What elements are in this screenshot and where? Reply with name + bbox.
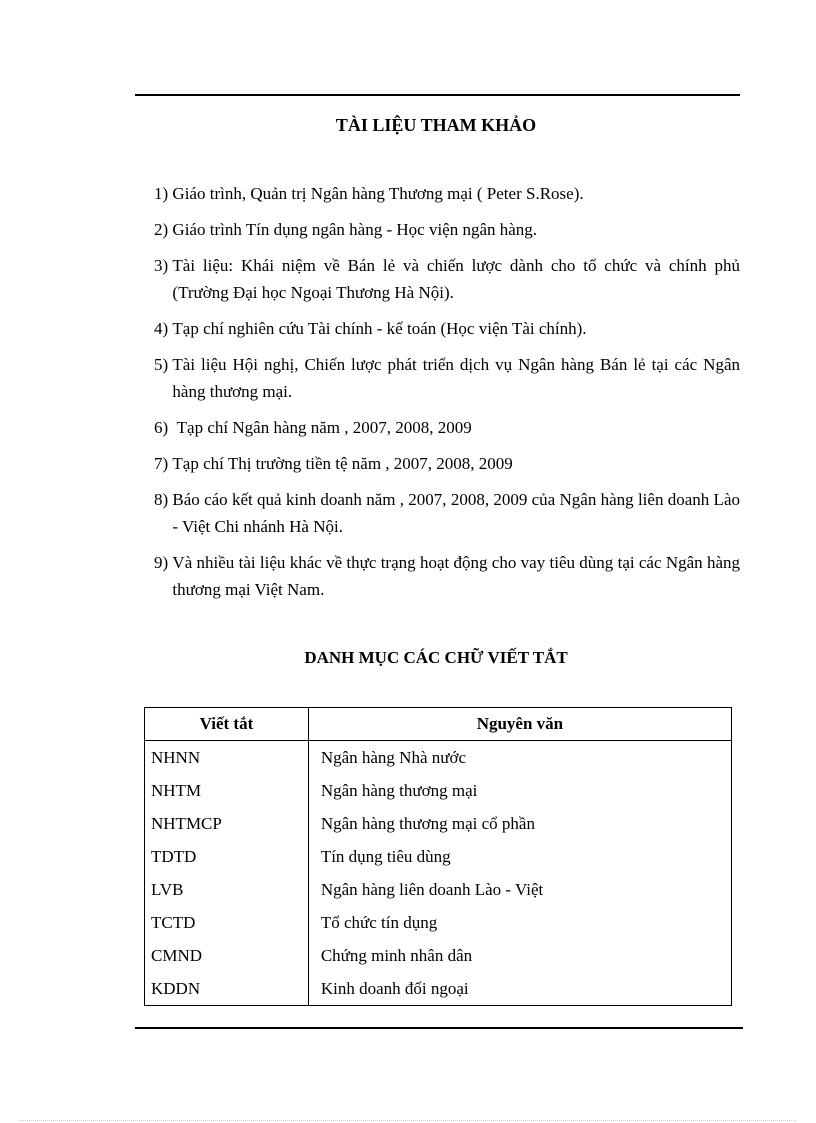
abbreviations-title: DANH MỤC CÁC CHỮ VIẾT TẮT [304, 648, 568, 667]
full-text-cell: Kinh doanh đối ngoại [308, 972, 731, 1006]
reference-text: Tạp chí Ngân hàng năm , 2007, 2008, 2009 [176, 418, 472, 437]
table-row [145, 972, 732, 1006]
reference-number: 4) [154, 319, 173, 338]
page-edge-dotted-line [20, 1120, 796, 1121]
reference-item [154, 216, 740, 243]
abbreviation-cell: TDTD [145, 840, 309, 873]
table-header-row [145, 708, 732, 741]
abbreviation-cell: NHNN [145, 741, 309, 775]
abbreviation-cell: NHTM [145, 774, 309, 807]
table-row [145, 774, 732, 807]
abbreviation-cell: TCTD [145, 906, 309, 939]
reference-text: Tạp chí nghiên cứu Tài chính - kế toán (Học viện Tài chính). [172, 319, 587, 338]
reference-item [154, 180, 740, 207]
reference-text: Giáo trình, Quản trị Ngân hàng Thương mại ( Peter S.Rose). [172, 184, 584, 203]
reference-number: 9) [154, 553, 173, 572]
reference-text: Giáo trình Tín dụng ngân hàng - Học viện ngân hàng. [172, 220, 538, 239]
abbreviation-cell: LVB [145, 873, 309, 906]
bottom-rule [135, 1027, 743, 1029]
abbreviation-cell: CMND [145, 939, 309, 972]
reference-number: 2) [154, 220, 173, 239]
reference-text: Tài liệu: Khái niệm về Bán lẻ và chiến lược dành cho tổ chức và chính phủ (Trường Đại học Ngoại Thương Hà Nội). [172, 256, 740, 302]
reference-item [154, 450, 740, 477]
top-rule [135, 94, 740, 96]
table-row [145, 840, 732, 873]
reference-number: 1) [154, 184, 173, 203]
reference-text: Và nhiều tài liệu khác về thực trạng hoạt động cho vay tiêu dùng tại các Ngân hàng thương mại Việt Nam. [172, 553, 740, 599]
references-title: TÀI LIỆU THAM KHẢO [335, 115, 537, 135]
references-list [154, 180, 740, 612]
reference-text: Tạp chí Thị trường tiền tệ năm , 2007, 2008, 2009 [172, 454, 513, 473]
table-row [145, 939, 732, 972]
reference-item [154, 549, 740, 603]
reference-number: 8) [154, 490, 173, 509]
reference-item [154, 315, 740, 342]
reference-text: Tài liệu Hội nghị, Chiến lược phát triển dịch vụ Ngân hàng Bán lẻ tại các Ngân hàng thương mại. [172, 355, 740, 401]
table-row [145, 741, 732, 775]
abbreviation-cell: NHTMCP [145, 807, 309, 840]
reference-number: 5) [154, 355, 173, 374]
reference-text: Báo cáo kết quả kinh doanh năm , 2007, 2008, 2009 của Ngân hàng liên doanh Lào - Việt Chi nhánh Hà Nội. [172, 490, 740, 536]
reference-item [154, 414, 740, 441]
reference-item [154, 486, 740, 540]
table-row [145, 873, 732, 906]
abbreviations-table [144, 707, 732, 1006]
reference-number: 6) [154, 418, 177, 437]
full-text-cell: Chứng minh nhân dân [308, 939, 731, 972]
full-text-cell: Ngân hàng liên doanh Lào - Việt [308, 873, 731, 906]
reference-number: 7) [154, 454, 173, 473]
table-row [145, 807, 732, 840]
table-row [145, 906, 732, 939]
reference-item [154, 351, 740, 405]
full-text-cell: Ngân hàng Nhà nước [308, 741, 731, 775]
full-text-cell: Tổ chức tín dụng [308, 906, 731, 939]
reference-number: 3) [154, 256, 173, 275]
column-header-abbreviation: Viết tắt [145, 708, 309, 741]
full-text-cell: Tín dụng tiêu dùng [308, 840, 731, 873]
full-text-cell: Ngân hàng thương mại [308, 774, 731, 807]
reference-item [154, 252, 740, 306]
abbreviation-cell: KDDN [145, 972, 309, 1006]
column-header-full-text: Nguyên văn [308, 708, 731, 741]
full-text-cell: Ngân hàng thương mại cổ phần [308, 807, 731, 840]
